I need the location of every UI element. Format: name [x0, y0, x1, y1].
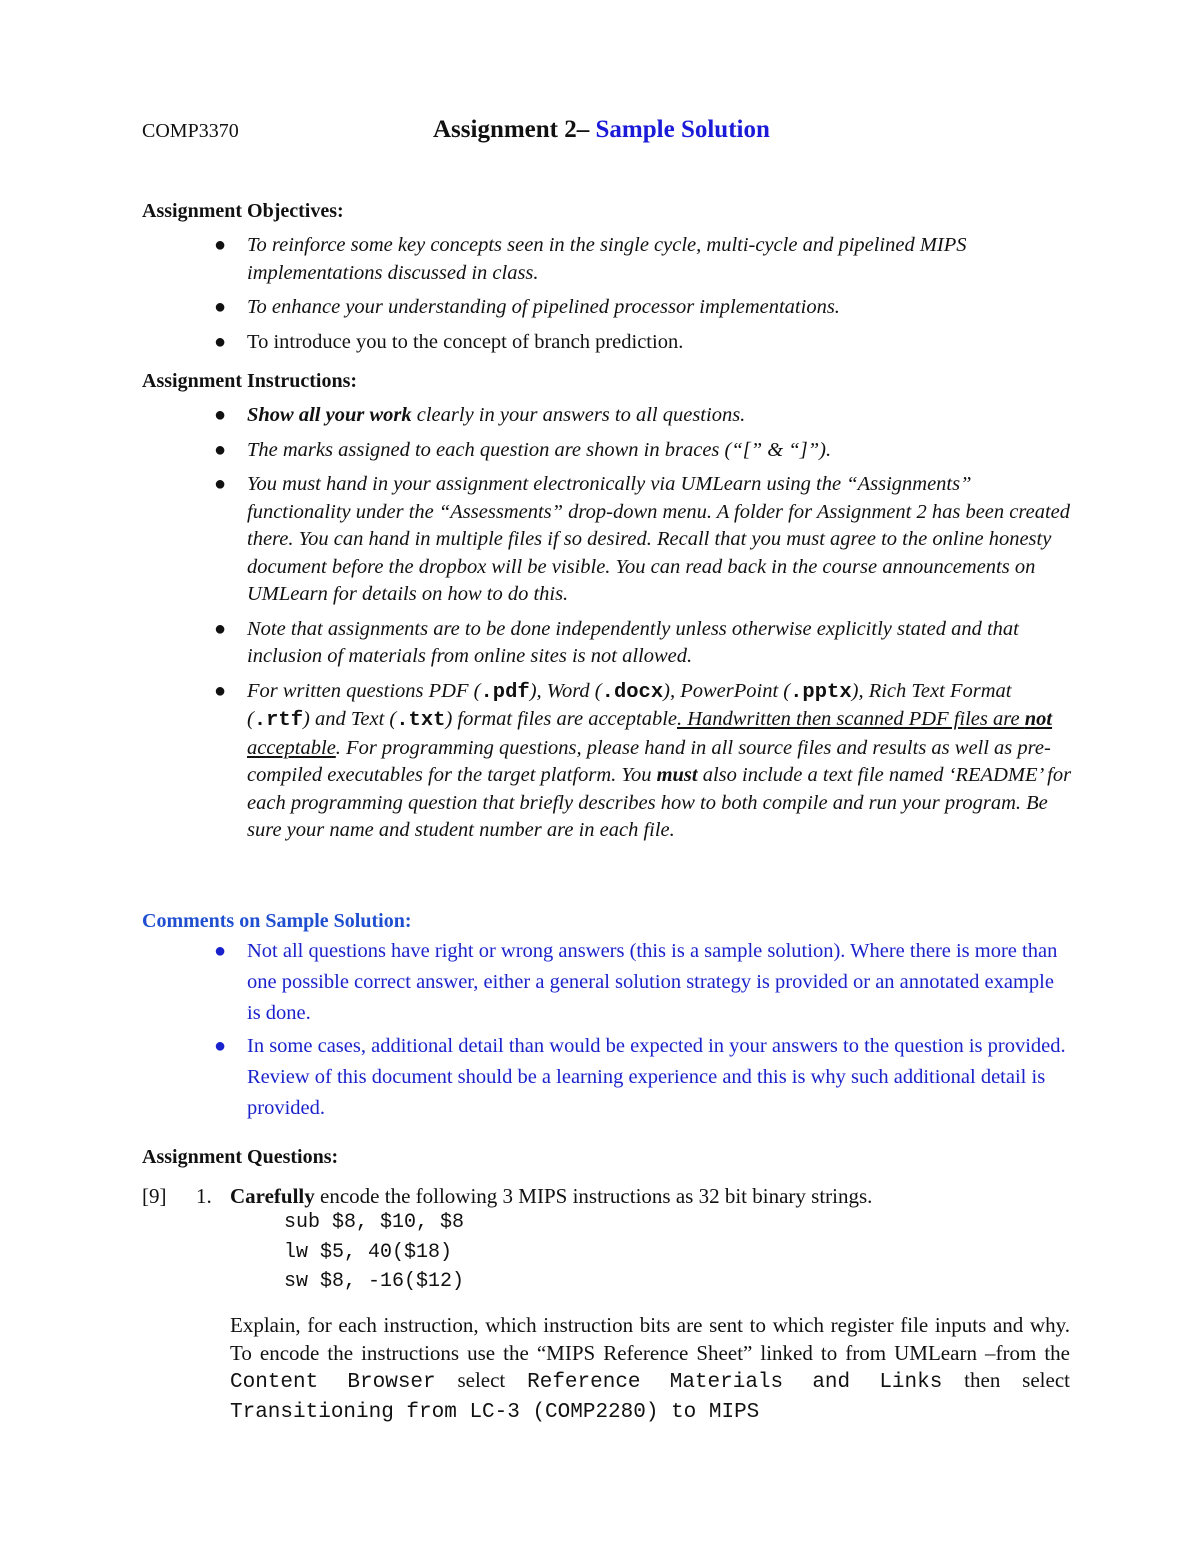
course-code: COMP3370 — [142, 120, 239, 142]
question-number: 1. — [196, 1184, 212, 1208]
objectives-list — [212, 232, 1072, 363]
code-line: sub $8, $10, $8 — [284, 1211, 465, 1234]
title-main: Assignment 2 — [433, 116, 577, 143]
code-line: sw $8, -16($12) — [284, 1270, 465, 1293]
question-marks: [9] — [142, 1184, 167, 1208]
instruction-item: ● Note that assignments are to be done independently unless otherwise explicitly stated and that inclusion of materials from online sites is not allowed. — [214, 617, 1019, 667]
question-explanation: Explain, for each instruction, which instruction bits are sent to which register file inputs and why. To encode the instructions use the “MIPS Reference Sheet” linked to from UMLearn –from the Content Browser select Reference Materials and Links then select Transitioning from LC-3 (COMP2280) to MIPS — [230, 1313, 1070, 1424]
bullet-icon: ● — [214, 330, 227, 353]
bullet-icon: ● — [214, 1035, 227, 1057]
questions-heading: Assignment Questions: — [142, 1146, 339, 1168]
bullet-icon: ● — [214, 404, 227, 426]
objective-item: ● To introduce you to the concept of branch prediction. — [212, 329, 1072, 357]
objective-item: ● To reinforce some key concepts seen in the single cycle, multi-cycle and pipelined MIPS implementations discussed in class. — [214, 234, 967, 284]
bullet-icon: ● — [214, 940, 227, 962]
bullet-icon: ● — [214, 234, 227, 256]
instructions-heading: Assignment Instructions: — [142, 370, 358, 392]
bullet-icon: ● — [214, 617, 227, 640]
instruction-item: ● Show all your work clearly in your answers to all questions. — [212, 402, 1072, 430]
code-line: lw $5, 40($18) — [284, 1241, 453, 1264]
instruction-item: ● You must hand in your assignment electronically via UMLearn using the “Assignments” functionality under the “Assessments” drop-down menu. A folder for Assignment 2 has been created there. You can hand in multiple files if so desired. Recall that you must agree to the online honesty document before the dropbox will be visible. You can read back in the course announcements on UMLearn for details on how to do this. — [214, 473, 1070, 605]
instruction-item: ● The marks assigned to each question are shown in braces (“[” & “]”). — [212, 437, 1072, 465]
bullet-icon: ● — [214, 438, 227, 461]
comment-item: ● In some cases, additional detail than would be expected in your answers to the question is provided. Review of this document should be a learning experience and this is why such additional detail is provided. — [212, 1031, 1072, 1124]
comment-item: ● Not all questions have right or wrong answers (this is a sample solution). Where there is more than one possible correct answer, either a general solution strategy is provided or an annotated example is done. — [212, 936, 1072, 1029]
document-title — [433, 116, 770, 144]
title-suffix: Sample Solution — [595, 116, 770, 143]
instruction-item: ● For written questions PDF (.pdf), Word (.docx), PowerPoint (.pptx), Rich Text Format (.rtf) and Text (.txt) format files are acceptable. Handwritten then scanned PDF files are not acceptable. For programming questions, please hand in all source files and results as well as pre-compiled executables for the target platform. You must also include a text file named ‘README’ for each programming question that briefly describes how to both compile and run your program. Be sure your name and student number are in each file. — [214, 679, 1072, 841]
bullet-icon: ● — [214, 296, 227, 318]
comments-heading: Comments on Sample Solution: — [142, 910, 412, 932]
title-separator: – — [576, 116, 596, 143]
bullet-icon: ● — [214, 473, 227, 495]
objectives-heading: Assignment Objectives: — [142, 200, 344, 222]
comments-list — [212, 936, 1072, 1126]
instructions-list — [212, 402, 1072, 852]
bullet-icon: ● — [214, 679, 227, 702]
objective-item: ● To enhance your understanding of pipelined processor implementations. — [212, 294, 1072, 322]
question-text: Carefully encode the following 3 MIPS instructions as 32 bit binary strings. — [230, 1184, 873, 1208]
